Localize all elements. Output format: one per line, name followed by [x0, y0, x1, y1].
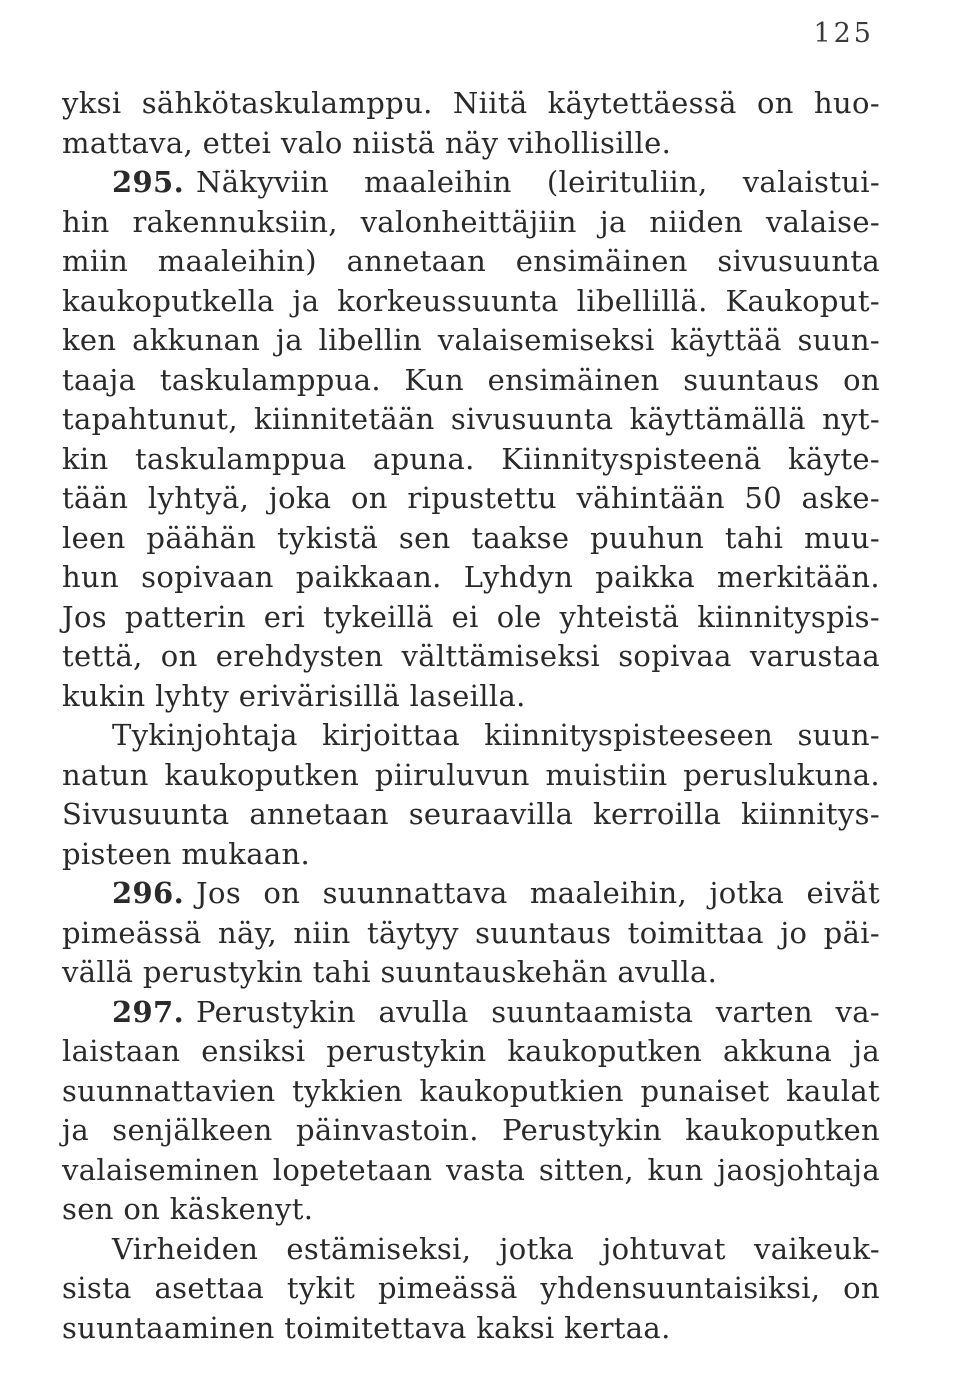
text-line [62, 756, 880, 796]
line-text: hin rakennuksiin, valonheittäjiin ja niiden valaise- [62, 204, 880, 239]
text-line [62, 1230, 880, 1270]
text-line [62, 479, 880, 519]
line-text: sen on käskenyt. [62, 1192, 314, 1226]
body-text [62, 84, 880, 1348]
text-line [62, 558, 880, 598]
text-line [62, 1269, 880, 1309]
line-text: ja senjälkeen päinvastoin. Perustykin kaukoputken [62, 1113, 880, 1147]
text-line [62, 953, 880, 993]
line-text: yksi sähkötaskulamppu. Niitä käytettäessä on huo- [62, 86, 880, 120]
text-line [62, 914, 880, 954]
line-text: suunnattavien tykkien kaukoputkien punaiset kaulat [62, 1073, 880, 1108]
paragraph [62, 716, 880, 874]
text-line [62, 1309, 880, 1349]
text-line [62, 637, 880, 677]
line-text: sista asettaa tykit pimeässä yhdensuuntaisiksi, on [62, 1271, 880, 1305]
text-line [62, 361, 880, 401]
line-text: taaja taskulamppua. Kun ensimäinen suuntaus on [62, 362, 880, 397]
line-text: laistaan ensiksi perustykin kaukoputken akkuna ja [62, 1034, 880, 1068]
paragraph [62, 84, 880, 163]
line-text: Virheiden estämiseksi, jotka johtuvat vaikeuk- [112, 1231, 880, 1266]
line-text: hun sopivaan paikkaan. Lyhdyn paikka merkitään. [62, 560, 880, 594]
text-line [62, 84, 880, 124]
line-text: tään lyhtyä, joka on ripustettu vähintään 50 aske- [62, 481, 880, 515]
text-line [62, 874, 880, 914]
text-line [62, 440, 880, 480]
line-text: natun kaukoputken piiruluvun muistiin peruslukuna. [62, 757, 880, 792]
line-text: tapahtunut, kiinnitetään sivusuunta käyttämällä nyt- [62, 402, 880, 436]
text-line [62, 1111, 880, 1151]
line-text: ken akkunan ja libellin valaisemiseksi käyttää suun- [62, 323, 880, 357]
text-line [62, 203, 880, 243]
text-line [62, 400, 880, 440]
text-line [62, 1151, 880, 1191]
text-line [62, 1190, 880, 1230]
text-line [62, 677, 880, 717]
line-text: Tykinjohtaja kirjoittaa kiinnityspisteeseen suun- [112, 718, 880, 752]
line-text: pisteen mukaan. [62, 836, 311, 871]
text-line [62, 598, 880, 638]
line-text: Jos patterin eri tykeillä ei ole yhteistä kiinnityspis- [62, 599, 880, 634]
line-text: kaukoputkella ja korkeussuunta libellillä. Kaukoput- [62, 283, 880, 318]
text-line [62, 282, 880, 322]
line-text: valaiseminen lopetetaan vasta sitten, kun jaosjohtaja [62, 1152, 880, 1187]
paragraph [62, 163, 880, 716]
text-line [62, 835, 880, 875]
line-text: Perustykin avulla suuntaamista varten va- [196, 994, 880, 1029]
line-text: Näkyviin maaleihin (leirituliin, valaistui- [196, 165, 880, 199]
paragraph [62, 993, 880, 1230]
section-number: 297. [112, 994, 185, 1029]
text-line [62, 321, 880, 361]
line-text: pimeässä näy, niin täytyy suuntaus toimittaa jo päi- [62, 915, 880, 950]
text-line [62, 993, 880, 1033]
paragraph [62, 1230, 880, 1349]
line-text: suuntaaminen toimitettava kaksi kertaa. [62, 1310, 671, 1345]
paragraph [62, 874, 880, 993]
line-text: vällä perustykin tahi suuntauskehän avulla. [62, 955, 718, 989]
text-line [62, 124, 880, 164]
text-line [62, 242, 880, 282]
text-line [62, 519, 880, 559]
text-line [62, 716, 880, 756]
section-number: 296. [112, 876, 185, 910]
line-text: tettä, on erehdysten välttämiseksi sopivaa varustaa [62, 639, 880, 673]
section-number: 295. [112, 165, 185, 199]
line-text: Sivusuunta annetaan seuraavilla kerroilla kiinnitys- [62, 797, 880, 831]
text-line [62, 1072, 880, 1112]
text-line [62, 1032, 880, 1072]
text-line [62, 795, 880, 835]
line-text: Jos on suunnattava maaleihin, jotka eivät [196, 876, 880, 910]
text-line [62, 163, 880, 203]
line-text: mattava, ettei valo niistä näy vihollisille. [62, 125, 672, 160]
line-text: miin maaleihin) annetaan ensimäinen sivusuunta [62, 244, 880, 278]
line-text: kukin lyhty erivärisillä laseilla. [62, 678, 526, 713]
line-text: kin taskulamppua apuna. Kiinnityspisteenä käyte- [62, 441, 880, 476]
line-text: leen päähän tykistä sen taakse puuhun tahi muu- [62, 520, 880, 555]
page-number: 125 [813, 18, 874, 49]
